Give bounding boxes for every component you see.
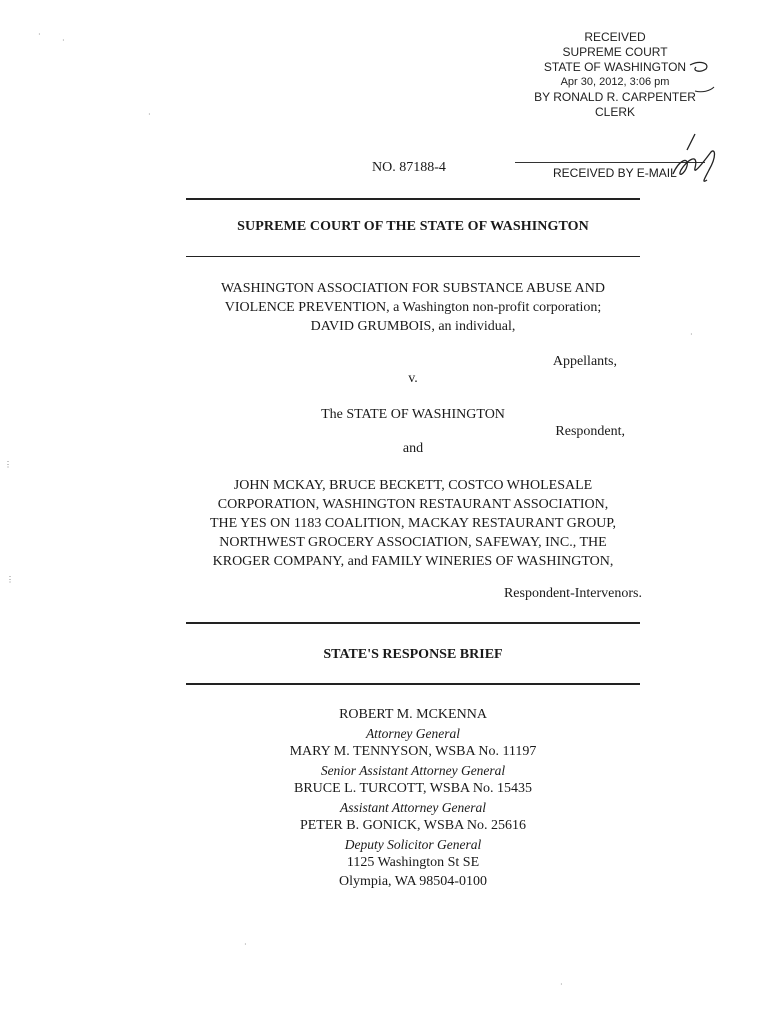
- counsel-title: Attorney General: [365, 725, 461, 741]
- intervenors-block: [186, 476, 640, 571]
- stamp-clerk: CLERK: [594, 105, 635, 119]
- counsel-block: [186, 706, 640, 891]
- scan-speck: ·: [560, 980, 563, 989]
- brief-title: STATE'S RESPONSE BRIEF: [323, 647, 503, 662]
- appellants-role: Appellants,: [552, 354, 617, 369]
- respondent-name: The STATE OF WASHINGTON: [321, 407, 505, 422]
- brief-title-top-rule: [186, 622, 640, 624]
- appellants-line: VIOLENCE PREVENTION, a Washington non-profit corporation;: [224, 300, 602, 315]
- court-title-rule: [186, 256, 640, 257]
- appellants-line: WASHINGTON ASSOCIATION FOR SUBSTANCE ABUSE AND: [220, 281, 606, 296]
- scan-speck: ·: [38, 30, 41, 39]
- counsel-address: Olympia, WA 98504-0100: [339, 873, 487, 889]
- counsel-title: Assistant Attorney General: [340, 799, 486, 815]
- versus: v.: [408, 371, 418, 386]
- scan-speck: ⋮: [4, 460, 12, 469]
- stamp-by: BY RONALD R. CARPENTER: [534, 90, 696, 104]
- received-by-email: RECEIVED BY E-MAIL: [553, 166, 677, 180]
- stamp-court: SUPREME COURT: [562, 45, 668, 59]
- counsel-address: 1125 Washington St SE: [346, 855, 480, 870]
- counsel-title: Deputy Solicitor General: [344, 836, 482, 852]
- stamp-state: STATE OF WASHINGTON: [543, 60, 687, 74]
- intervenors-line: JOHN MCKAY, BRUCE BECKETT, COSTCO WHOLESALE: [233, 478, 593, 493]
- top-rule: [186, 198, 640, 200]
- intervenors-role: Respondent-Intervenors.: [503, 586, 642, 601]
- intervenors-line: NORTHWEST GROCERY ASSOCIATION, SAFEWAY, INC., THE: [219, 535, 607, 550]
- scan-speck: ·: [62, 36, 65, 45]
- stamp-received: RECEIVED: [584, 30, 646, 44]
- counsel-name: MARY M. TENNYSON, WSBA No. 11197: [289, 744, 537, 759]
- intervenors-line: KROGER COMPANY, and FAMILY WINERIES OF WASHINGTON,: [212, 554, 614, 569]
- case-number: NO. 87188-4: [372, 160, 446, 175]
- intervenors-line: THE YES ON 1183 COALITION, MACKAY RESTAURANT GROUP,: [209, 516, 617, 531]
- counsel-name: PETER B. GONICK, WSBA No. 25616: [299, 818, 527, 833]
- counsel-name: BRUCE L. TURCOTT, WSBA No. 15435: [293, 781, 533, 796]
- handwritten-initials-icon: [665, 130, 725, 190]
- counsel-title: Senior Assistant Attorney General: [320, 762, 506, 778]
- scan-speck: ·: [148, 110, 151, 119]
- court-title: SUPREME COURT OF THE STATE OF WASHINGTON: [237, 219, 589, 234]
- respondent-role: Respondent,: [555, 424, 625, 439]
- appellants-line: DAVID GRUMBOIS, an individual,: [310, 319, 516, 334]
- scan-speck: ⋮: [6, 575, 14, 584]
- counsel-name: ROBERT M. MCKENNA: [339, 707, 487, 722]
- scan-speck: ·: [690, 330, 693, 339]
- and-separator: and: [402, 441, 424, 456]
- brief-title-bottom-rule: [186, 683, 640, 685]
- intervenors-line: CORPORATION, WASHINGTON RESTAURANT ASSOCIATION,: [217, 497, 609, 512]
- appellants-block: [186, 279, 640, 336]
- scan-speck: ·: [244, 940, 247, 949]
- stamp-scribble-icon: [640, 55, 720, 115]
- stamp-date: Apr 30, 2012, 3:06 pm: [560, 76, 670, 88]
